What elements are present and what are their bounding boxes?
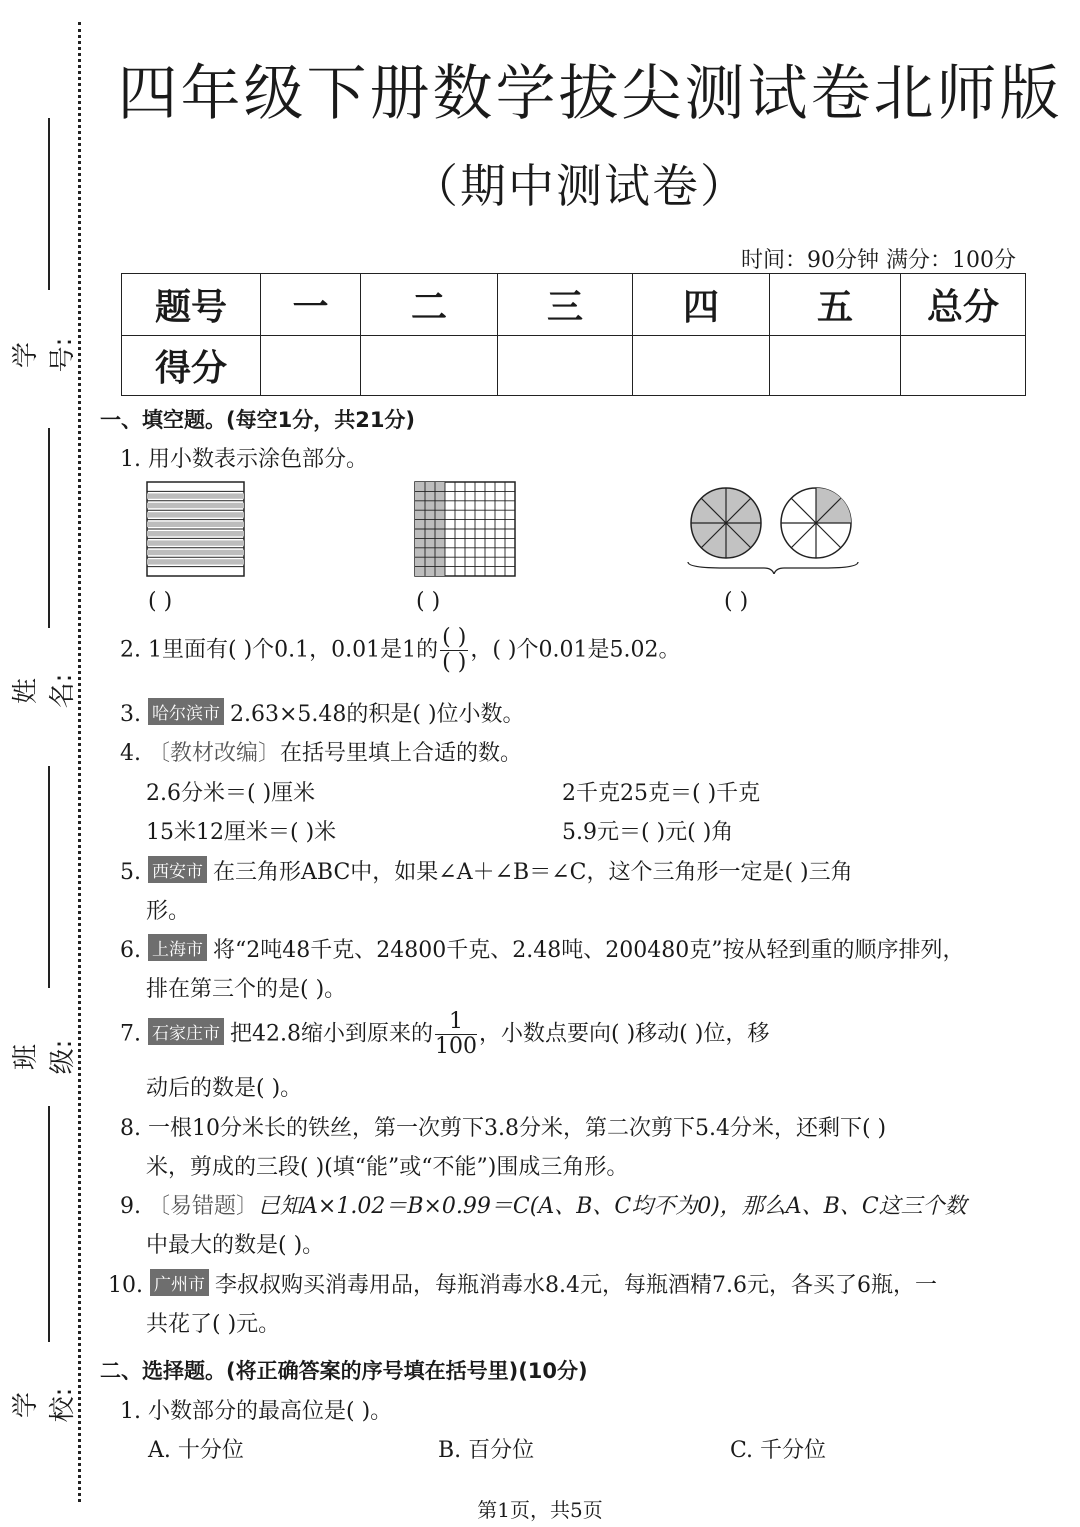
class-line <box>48 766 50 988</box>
time-info: 时间：90分钟 满分：100分 <box>741 248 1016 273</box>
score-cell[interactable] <box>633 336 770 396</box>
question-1-7 <box>120 1010 769 1059</box>
score-table <box>121 273 1026 396</box>
score-cell[interactable] <box>361 336 498 396</box>
score-cell[interactable] <box>770 336 901 396</box>
region-tag: 上海市 <box>148 934 207 961</box>
question-text: 在三角形ABC中，如果∠A＋∠B＝∠C，这个三角形一定是( )三角 <box>213 860 853 885</box>
fraction-numerator: 1 <box>435 1010 477 1035</box>
question-1-5 <box>120 855 853 886</box>
q1-blank-c[interactable]: ( ) <box>724 589 749 614</box>
question-2-1 <box>120 1394 392 1425</box>
score-cell[interactable] <box>498 336 633 396</box>
shaded-stripe <box>147 493 244 498</box>
q4-item-c: 15米12厘米＝( )米 <box>146 820 337 845</box>
question-text: 一根10分米长的铁丝，第一次剪下3.8分米，第二次剪下5.4分米，还剩下( ) <box>148 1116 887 1141</box>
fraction-denominator[interactable]: ( ) <box>442 650 467 675</box>
question-1-6 <box>120 933 964 964</box>
score-col-4: 四 <box>633 274 770 336</box>
question-number: 2. <box>120 637 141 663</box>
question-number: 7. <box>120 1021 141 1047</box>
fraction-denominator: 100 <box>435 1034 477 1059</box>
region-tag: 石家庄市 <box>148 1018 224 1045</box>
shaded-stripe <box>147 531 244 536</box>
class-label: 班级: <box>11 1039 78 1075</box>
q5-line2: 形。 <box>146 899 191 924</box>
score-cell[interactable] <box>901 336 1026 396</box>
student-id-label: 学号: <box>11 337 78 373</box>
q8-line2: 米，剪成的三段( )(填“能”或“不能”)围成三角形。 <box>146 1155 629 1180</box>
section-1-heading: 一、填空题。(每空1分，共21分) <box>100 408 416 432</box>
question-number: 10. <box>108 1273 143 1298</box>
score-col-total: 总分 <box>901 274 1026 336</box>
question-1-2 <box>120 626 680 675</box>
score-col-1: 一 <box>261 274 361 336</box>
question-number: 4. <box>120 741 141 766</box>
shaded-stripe <box>147 503 244 508</box>
shaded-stripe <box>147 559 244 564</box>
name-label: 姓名: <box>11 673 78 709</box>
question-text: 把42.8缩小到原来的 <box>230 1021 433 1047</box>
fraction <box>440 626 468 675</box>
question-text: ，小数点要向( )移动( )位，移 <box>479 1021 770 1047</box>
page-title: 四年级下册数学拔尖测试卷北师版 <box>117 59 1063 129</box>
question-1-9 <box>120 1189 967 1220</box>
q1-blank-a[interactable]: ( ) <box>148 589 173 614</box>
question-text: 小数部分的最高位是( )。 <box>148 1399 393 1424</box>
mistake-tag: 〔易错题〕 <box>148 1194 259 1219</box>
student-id-line <box>48 118 50 290</box>
question-text: 已知A×1.02＝B×0.99＝C(A、B、C均不为0)，那么A、B、C这三个数 <box>258 1194 967 1219</box>
option-a[interactable]: A. 十分位 <box>148 1438 244 1463</box>
circles-figure <box>684 486 862 574</box>
school-line <box>48 1106 50 1342</box>
page-subtitle: （期中测试卷） <box>412 159 748 213</box>
question-number: 6. <box>120 938 141 963</box>
q10-line2: 共花了( )元。 <box>146 1312 281 1337</box>
question-1-10 <box>108 1268 937 1299</box>
question-1-8 <box>120 1111 886 1142</box>
q4-item-b: 2千克25克＝( )千克 <box>562 781 761 806</box>
question-text: ，( )个0.01是5.02。 <box>470 637 681 663</box>
score-col-2: 二 <box>361 274 498 336</box>
school-label: 学校: <box>11 1387 78 1423</box>
question-text: 1里面有( )个0.1，0.01是1的 <box>148 637 439 663</box>
shaded-stripe <box>147 512 244 517</box>
q7-line2: 动后的数是( )。 <box>146 1076 303 1101</box>
hundred-grid-figure <box>414 481 518 579</box>
shaded-stripe <box>147 540 244 545</box>
q6-line2: 排在第三个的是( )。 <box>146 977 347 1002</box>
q4-item-d: 5.9元＝( )元( )角 <box>562 820 734 845</box>
score-col-3: 三 <box>498 274 633 336</box>
q1-blank-b[interactable]: ( ) <box>416 589 441 614</box>
option-b[interactable]: B. 百分位 <box>438 1438 535 1463</box>
textbook-tag: 〔教材改编〕 <box>148 741 281 766</box>
page-footer: 第1页，共5页 <box>477 1498 603 1522</box>
question-1-1 <box>120 442 368 473</box>
q9-line2: 中最大的数是( )。 <box>146 1233 325 1258</box>
question-text: 在括号里填上合适的数。 <box>280 741 523 766</box>
question-number: 1. <box>120 1399 141 1424</box>
question-number: 1. <box>120 447 141 472</box>
question-number: 9. <box>120 1194 141 1219</box>
binding-dotted-line <box>78 22 81 1502</box>
question-number: 8. <box>120 1116 141 1141</box>
fraction <box>435 1010 477 1059</box>
stripe-rect-figure <box>146 481 246 577</box>
question-text: 将“2吨48千克、24800千克、2.48吨、200480克”按从轻到重的顺序排列， <box>213 938 965 963</box>
q4-item-a: 2.6分米＝( )厘米 <box>146 781 316 806</box>
name-line <box>48 428 50 628</box>
question-1-4 <box>120 736 522 767</box>
question-number: 3. <box>120 702 141 727</box>
score-cell[interactable] <box>261 336 361 396</box>
question-1-3 <box>120 697 525 728</box>
score-row-header-score: 得分 <box>122 336 261 396</box>
region-tag: 西安市 <box>148 856 207 883</box>
question-number: 5. <box>120 860 141 885</box>
region-tag: 广州市 <box>150 1269 209 1296</box>
option-c[interactable]: C. 千分位 <box>730 1438 827 1463</box>
question-text: 用小数表示涂色部分。 <box>148 447 369 472</box>
shaded-stripe <box>147 522 244 527</box>
shaded-stripe <box>147 550 244 555</box>
region-tag: 哈尔滨市 <box>148 698 224 725</box>
fraction-numerator[interactable]: ( ) <box>442 625 467 650</box>
question-text: 李叔叔购买消毒用品，每瓶消毒水8.4元，每瓶酒精7.6元，各买了6瓶，一 <box>215 1273 937 1298</box>
section-2-heading: 二、选择题。(将正确答案的序号填在括号里)(10分) <box>100 1359 588 1383</box>
score-col-5: 五 <box>770 274 901 336</box>
score-row-header-number: 题号 <box>122 274 261 336</box>
question-text: 2.63×5.48的积是( )位小数。 <box>230 702 525 727</box>
